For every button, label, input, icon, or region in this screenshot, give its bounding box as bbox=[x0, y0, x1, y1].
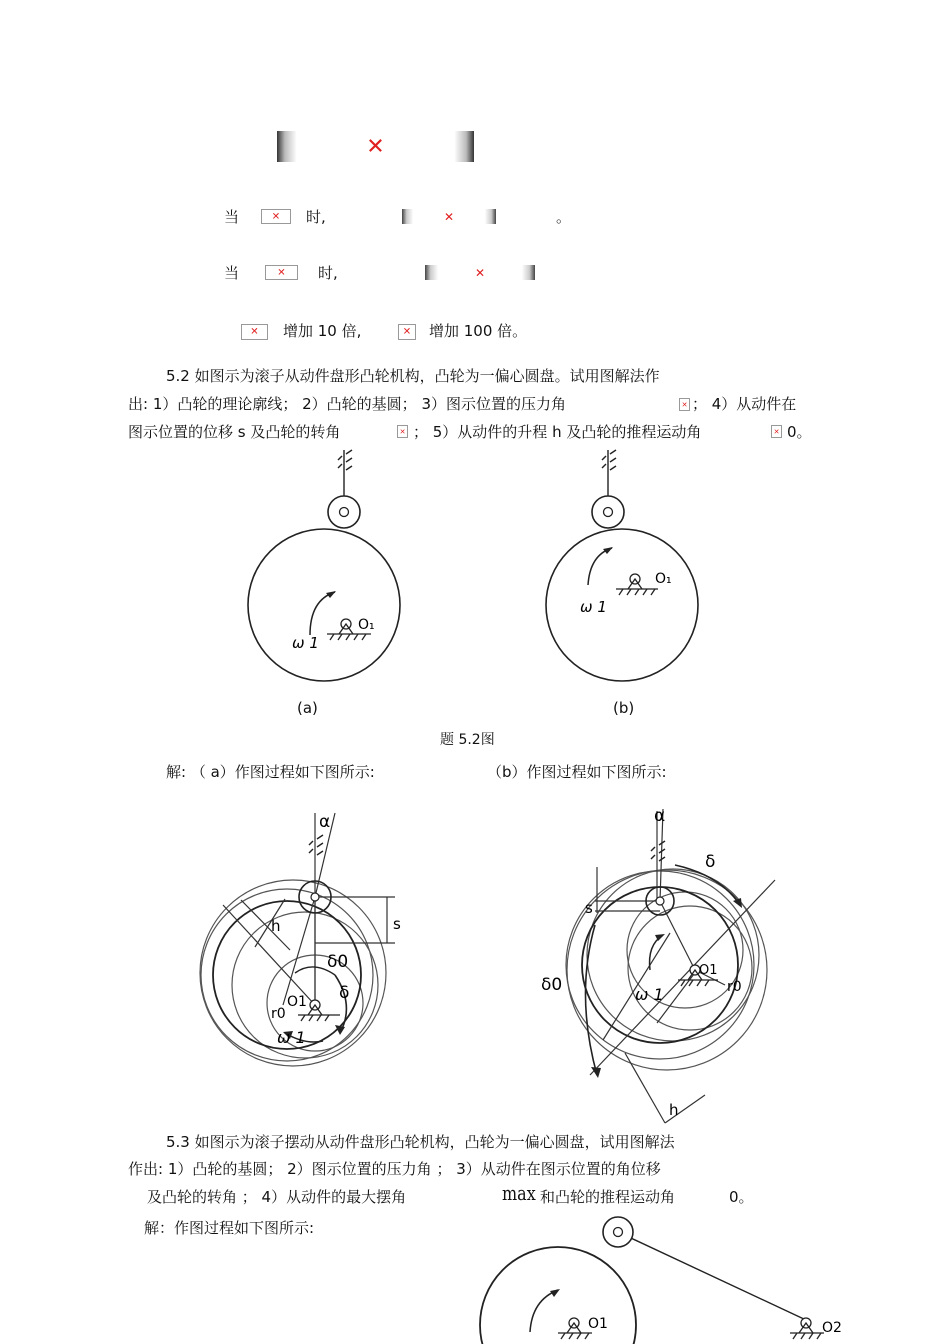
problem-5-2-line3a: 图示位置的位移 s 及凸轮的转角 bbox=[128, 423, 341, 441]
broken-image-icon: ✕ bbox=[773, 427, 780, 436]
omega-label: ω 1 bbox=[292, 634, 319, 652]
follower-guide bbox=[602, 450, 616, 496]
s-label: s bbox=[585, 899, 593, 917]
alpha-label: α bbox=[654, 806, 666, 826]
omega-label: ω 1 bbox=[580, 598, 607, 616]
broken-image-icon: ✕ bbox=[402, 326, 412, 338]
broken-image-icon: ✕ bbox=[681, 400, 688, 409]
formula-image-inline bbox=[265, 265, 298, 280]
cam-disk bbox=[480, 1247, 636, 1344]
roller-pin bbox=[614, 1228, 623, 1237]
formula-image-inline bbox=[679, 398, 690, 411]
line2-prefix: 当 bbox=[224, 264, 240, 282]
o1-label: O₁ bbox=[655, 571, 672, 587]
broken-image-icon: ✕ bbox=[277, 267, 286, 278]
formula-image-inline bbox=[261, 209, 291, 224]
max-symbol: max bbox=[502, 1181, 536, 1205]
r0-label: r0 bbox=[271, 1006, 286, 1022]
line1-prefix: 当 bbox=[224, 208, 240, 226]
pivot-support bbox=[558, 1318, 592, 1339]
figure-5-3 bbox=[470, 1210, 850, 1344]
broken-image-icon: ✕ bbox=[474, 265, 486, 280]
figure-label-b: (b) bbox=[613, 699, 635, 717]
o1-label: O1 bbox=[699, 963, 718, 978]
problem-5-3-line3a: 及凸轮的转角 ； 4）从动件的最大摆角 bbox=[147, 1188, 407, 1206]
line3-text2: 增加 100 倍。 bbox=[429, 322, 528, 340]
broken-image-icon: ✕ bbox=[271, 211, 281, 222]
problem-5-2-line2: 出: 1）凸轮的理论廓线； 2）凸轮的基圆； 3）图示位置的压力角 bbox=[128, 395, 566, 413]
formula-image-inline bbox=[402, 209, 496, 224]
line3-text1: 增加 10 倍, bbox=[283, 322, 362, 340]
line1-suffix: 。 bbox=[556, 208, 572, 226]
o1-label: O1 bbox=[287, 994, 307, 1010]
roller-pin bbox=[340, 508, 349, 517]
alpha-label: α bbox=[319, 812, 331, 832]
omega-label: ω 1 bbox=[277, 1028, 306, 1047]
h-label: h bbox=[669, 1101, 679, 1119]
pivot-support bbox=[616, 574, 658, 595]
figure-5-2-a bbox=[240, 450, 410, 690]
formula-image-top bbox=[277, 131, 474, 162]
rotation-arrow bbox=[650, 935, 663, 970]
figure-caption: 题 5.2图 bbox=[440, 732, 495, 748]
o1-label: O1 bbox=[588, 1316, 608, 1332]
cam-disk bbox=[248, 529, 400, 681]
omega-label: ω 1 bbox=[635, 985, 664, 1004]
broken-image-icon: ✕ bbox=[443, 209, 455, 224]
problem-5-2-line3c: 0。 bbox=[787, 423, 812, 441]
solution-5-2-a: 解: （ a）作图过程如下图所示: bbox=[166, 763, 375, 781]
roller-pin bbox=[311, 893, 319, 901]
line1-middle: 时, bbox=[306, 208, 326, 226]
solution-5-3: 解：作图过程如下图所示: bbox=[144, 1219, 315, 1237]
pivot-support bbox=[790, 1318, 824, 1339]
solution-figure-a bbox=[195, 805, 420, 1090]
follower-guide bbox=[338, 450, 352, 496]
problem-5-2-line3b: ； 5）从动件的升程 h 及凸轮的推程运动角 bbox=[413, 423, 702, 441]
formula-image-inline bbox=[425, 265, 535, 280]
formula-image-inline bbox=[771, 425, 782, 438]
problem-5-3-line2: 作出: 1）凸轮的基圆； 2）图示位置的压力角 ； 3）从动件在图示位置的角位移 bbox=[128, 1160, 661, 1178]
formula-image-inline bbox=[397, 425, 408, 438]
o1-label: O₁ bbox=[358, 617, 375, 633]
figure-label-a: (a) bbox=[297, 699, 318, 717]
broken-image-icon: ✕ bbox=[250, 326, 259, 338]
delta0-label: δ0 bbox=[327, 952, 349, 972]
solution-5-2-b: （b）作图过程如下图所示: bbox=[487, 763, 667, 781]
problem-5-3-line3b: 和凸轮的推程运动角 bbox=[540, 1188, 676, 1206]
roller-pin bbox=[656, 897, 664, 905]
formula-image-inline bbox=[241, 324, 268, 340]
broken-image-icon: ✕ bbox=[399, 427, 406, 436]
roller-pin bbox=[604, 508, 613, 517]
delta0-label: δ0 bbox=[541, 975, 563, 995]
formula-image-inline bbox=[398, 324, 416, 340]
problem-5-2-line1: 5.2 如图示为滚子从动件盘形凸轮机构，凸轮为一偏心圆盘。试用图解法作 bbox=[166, 367, 660, 385]
figure-5-2-b bbox=[540, 450, 710, 690]
rotation-arrow bbox=[588, 548, 612, 585]
delta-label: δ bbox=[339, 983, 350, 1003]
line2-middle: 时, bbox=[318, 264, 338, 282]
h-label: h bbox=[271, 917, 281, 935]
cam-disk bbox=[546, 529, 698, 681]
solution-figure-b bbox=[535, 805, 785, 1125]
r0-label: r0 bbox=[727, 979, 742, 995]
rotation-arrow bbox=[310, 592, 335, 635]
problem-5-2-line2-end: ； 4）从动件在 bbox=[692, 395, 797, 413]
s-label: s bbox=[393, 915, 401, 933]
delta-label: δ bbox=[705, 852, 716, 872]
broken-image-icon: ✕ bbox=[366, 134, 385, 159]
problem-5-3-line3c: 0。 bbox=[729, 1188, 754, 1206]
problem-5-3-line1: 5.3 如图示为滚子摆动从动件盘形凸轮机构，凸轮为一偏心圆盘，试用图解法 bbox=[166, 1133, 675, 1151]
o2-label: O2 bbox=[822, 1320, 842, 1336]
swing-arm bbox=[618, 1232, 806, 1320]
